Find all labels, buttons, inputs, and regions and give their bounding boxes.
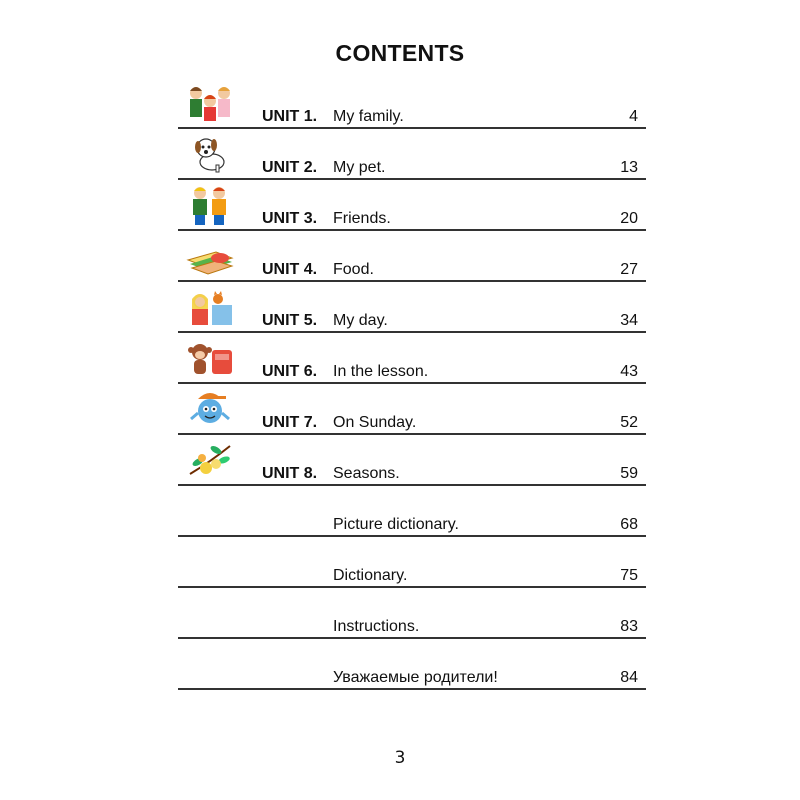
lemon-branch-icon [186,438,234,482]
unit-title: Seasons. [333,465,400,482]
toc-row-unit-3[interactable] [178,180,646,231]
table-of-contents [178,78,646,690]
page-number: 68 [620,516,638,533]
sandwich-icon [186,234,234,278]
section-title: Уважаемые родители! [333,669,498,686]
unit-label: UNIT 8. [262,465,318,482]
toc-row-unit-2[interactable] [178,129,646,180]
toc-row-instructions[interactable] [178,588,646,639]
unit-title: My family. [333,108,404,125]
blue-character-icon [186,387,234,431]
toc-row-unit-6[interactable] [178,333,646,384]
family-icon [186,81,234,125]
unit-label: UNIT 7. [262,414,318,431]
unit-title: Friends. [333,210,391,227]
page-number: 4 [629,108,638,125]
monkey-with-schoolbag-icon [186,336,234,380]
page-number: 43 [620,363,638,380]
toc-row-picture-dictionary[interactable] [178,486,646,537]
page-number: 59 [620,465,638,482]
unit-label: UNIT 4. [262,261,318,278]
page-folio: 3 [394,748,406,768]
page-number: 52 [620,414,638,431]
unit-label: UNIT 2. [262,159,318,176]
page-title: CONTENTS [335,40,465,66]
friends-icon [186,183,234,227]
toc-row-unit-7[interactable] [178,384,646,435]
girl-with-cat-icon [186,285,234,329]
page-number: 75 [620,567,638,584]
page-number: 34 [620,312,638,329]
unit-label: UNIT 5. [262,312,318,329]
page-number: 27 [620,261,638,278]
dog-icon [186,132,234,176]
toc-row-unit-1[interactable] [178,78,646,129]
section-title: Dictionary. [333,567,408,584]
page-number: 13 [620,159,638,176]
page-number: 20 [620,210,638,227]
toc-row-dictionary[interactable] [178,537,646,588]
unit-title: Food. [333,261,374,278]
toc-row-parents[interactable] [178,639,646,690]
unit-label: UNIT 6. [262,363,318,380]
unit-label: UNIT 1. [262,108,318,125]
section-title: Instructions. [333,618,420,635]
page-number: 83 [620,618,638,635]
unit-title: On Sunday. [333,414,417,431]
toc-row-unit-4[interactable] [178,231,646,282]
section-title: Picture dictionary. [333,516,459,533]
unit-title: My pet. [333,159,386,176]
toc-row-unit-8[interactable] [178,435,646,486]
page-number: 84 [620,669,638,686]
unit-label: UNIT 3. [262,210,318,227]
toc-row-unit-5[interactable] [178,282,646,333]
unit-title: My day. [333,312,388,329]
unit-title: In the lesson. [333,363,429,380]
